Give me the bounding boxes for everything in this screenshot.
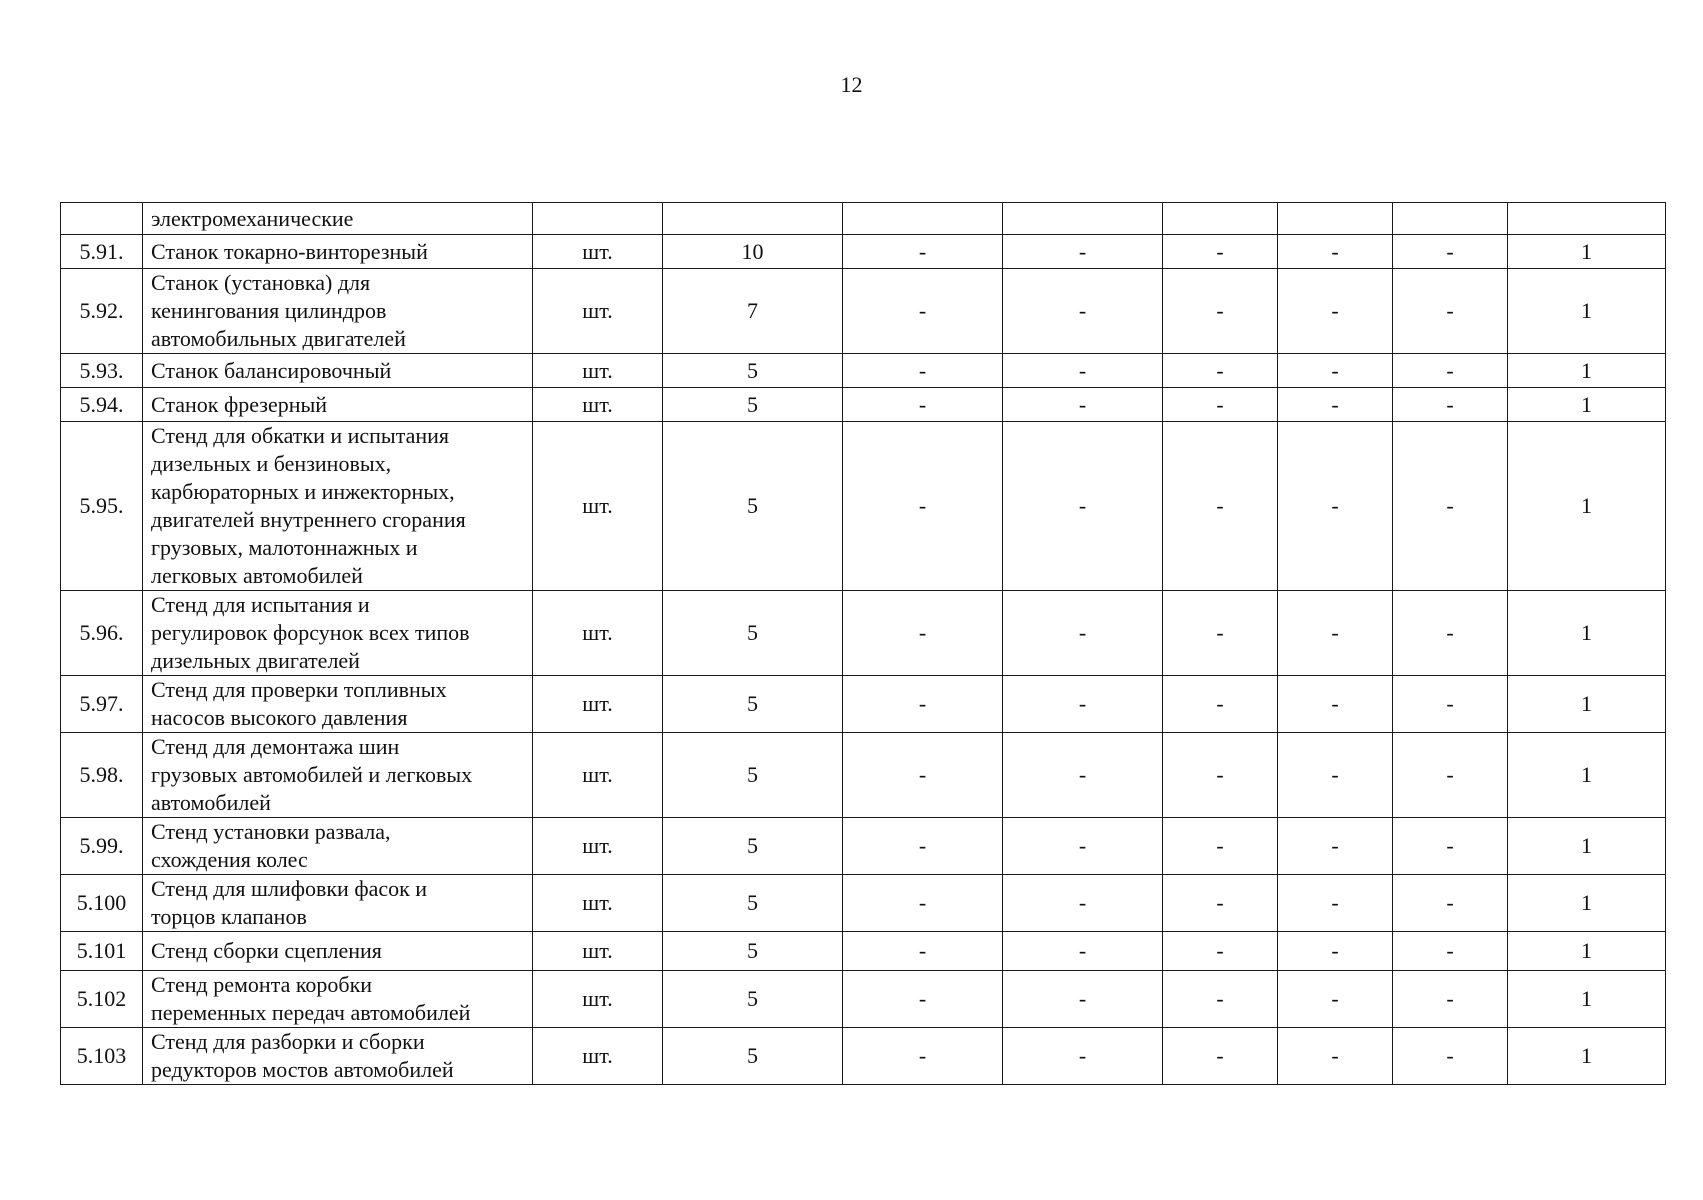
item-number: 5.100: [61, 875, 143, 932]
item-name: [143, 875, 533, 932]
item-name-line: Стенд для проверки топливных: [151, 677, 447, 702]
value-cell-2: -: [843, 235, 1003, 269]
value-cell-5: -: [1278, 676, 1393, 733]
value-cell-3: -: [1003, 971, 1163, 1028]
item-unit: шт.: [533, 235, 663, 269]
item-name: [143, 1028, 533, 1085]
item-name-line: Стенд установки развала,: [151, 819, 391, 844]
value-cell-3: -: [1003, 354, 1163, 388]
item-number: 5.97.: [61, 676, 143, 733]
value-cell-7: 1: [1508, 818, 1666, 875]
item-name-line: грузовых, малотоннажных и: [151, 535, 418, 560]
value-cell-6: -: [1393, 932, 1508, 971]
item-name-line: Стенд для обкатки и испытания: [151, 423, 450, 448]
value-cell-7: [1508, 203, 1666, 235]
value-cell-4: -: [1163, 1028, 1278, 1085]
item-unit: шт.: [533, 591, 663, 676]
item-unit: шт.: [533, 676, 663, 733]
item-unit: шт.: [533, 932, 663, 971]
item-name-line: торцов клапанов: [151, 904, 307, 929]
item-name-line: редукторов мостов автомобилей: [151, 1057, 454, 1082]
table-row: [61, 388, 1666, 422]
value-cell-5: -: [1278, 875, 1393, 932]
item-name-line: Станок (установка) для: [151, 270, 371, 295]
item-name-line: кенингования цилиндров: [151, 298, 387, 323]
table-row: [61, 971, 1666, 1028]
value-cell-4: -: [1163, 235, 1278, 269]
item-name-line: легковых автомобилей: [151, 563, 363, 588]
table-row: [61, 354, 1666, 388]
table-row: [61, 932, 1666, 971]
value-cell-1: 5: [663, 354, 843, 388]
item-name-line: Стенд для шлифовки фасок и: [151, 876, 428, 901]
value-cell-1: 5: [663, 1028, 843, 1085]
item-number: 5.103: [61, 1028, 143, 1085]
value-cell-4: -: [1163, 269, 1278, 354]
item-unit: шт.: [533, 269, 663, 354]
value-cell-3: -: [1003, 388, 1163, 422]
item-name: [143, 235, 533, 269]
item-name-line: дизельных и бензиновых,: [151, 451, 392, 476]
item-number: 5.99.: [61, 818, 143, 875]
value-cell-2: -: [843, 354, 1003, 388]
item-number: 5.95.: [61, 422, 143, 591]
table-row: [61, 269, 1666, 354]
value-cell-1: 5: [663, 591, 843, 676]
value-cell-1: 5: [663, 388, 843, 422]
value-cell-5: -: [1278, 269, 1393, 354]
item-name: [143, 269, 533, 354]
table-row: [61, 875, 1666, 932]
value-cell-5: -: [1278, 971, 1393, 1028]
value-cell-3: -: [1003, 235, 1163, 269]
value-cell-7: 1: [1508, 676, 1666, 733]
value-cell-4: -: [1163, 818, 1278, 875]
value-cell-7: 1: [1508, 932, 1666, 971]
value-cell-7: 1: [1508, 1028, 1666, 1085]
item-unit: шт.: [533, 388, 663, 422]
value-cell-1: 5: [663, 875, 843, 932]
value-cell-2: -: [843, 388, 1003, 422]
value-cell-5: -: [1278, 422, 1393, 591]
value-cell-5: -: [1278, 354, 1393, 388]
item-unit: шт.: [533, 422, 663, 591]
value-cell-5: [1278, 203, 1393, 235]
item-name-line: схождения колес: [151, 847, 308, 872]
value-cell-7: 1: [1508, 733, 1666, 818]
value-cell-6: -: [1393, 235, 1508, 269]
value-cell-4: -: [1163, 875, 1278, 932]
value-cell-1: 5: [663, 422, 843, 591]
value-cell-2: -: [843, 269, 1003, 354]
value-cell-6: -: [1393, 388, 1508, 422]
item-name-line: карбюраторных и инжекторных,: [151, 479, 455, 504]
value-cell-6: -: [1393, 733, 1508, 818]
value-cell-1: 5: [663, 818, 843, 875]
item-name: [143, 733, 533, 818]
item-number: 5.98.: [61, 733, 143, 818]
value-cell-6: -: [1393, 875, 1508, 932]
table-row: [61, 818, 1666, 875]
value-cell-7: 1: [1508, 422, 1666, 591]
value-cell-2: -: [843, 875, 1003, 932]
item-name-line: Стенд для демонтажа шин: [151, 734, 400, 759]
item-name-line: Стенд для разборки и сборки: [151, 1029, 425, 1054]
value-cell-4: -: [1163, 388, 1278, 422]
value-cell-4: -: [1163, 591, 1278, 676]
item-name-line: электромеханические: [151, 205, 354, 231]
table-row: [61, 203, 1666, 235]
item-name: [143, 388, 533, 422]
value-cell-6: -: [1393, 354, 1508, 388]
value-cell-4: [1163, 203, 1278, 235]
item-name: [143, 932, 533, 971]
item-name-line: Стенд для испытания и: [151, 592, 370, 617]
value-cell-3: [1003, 203, 1163, 235]
item-unit: шт.: [533, 354, 663, 388]
value-cell-3: -: [1003, 591, 1163, 676]
item-name: [143, 971, 533, 1028]
value-cell-2: -: [843, 591, 1003, 676]
value-cell-7: 1: [1508, 269, 1666, 354]
item-name: [143, 591, 533, 676]
value-cell-3: -: [1003, 875, 1163, 932]
value-cell-6: -: [1393, 269, 1508, 354]
value-cell-3: -: [1003, 733, 1163, 818]
value-cell-4: -: [1163, 422, 1278, 591]
item-name: [143, 818, 533, 875]
item-number: 5.102: [61, 971, 143, 1028]
page-number: 12: [840, 72, 863, 97]
item-unit: шт.: [533, 818, 663, 875]
value-cell-7: 1: [1508, 388, 1666, 422]
item-name-line: регулировок форсунок всех типов: [151, 620, 470, 645]
value-cell-7: 1: [1508, 591, 1666, 676]
item-unit: шт.: [533, 733, 663, 818]
value-cell-2: -: [843, 733, 1003, 818]
item-unit: шт.: [533, 971, 663, 1028]
value-cell-1: 5: [663, 971, 843, 1028]
value-cell-1: 5: [663, 932, 843, 971]
value-cell-4: -: [1163, 733, 1278, 818]
value-cell-6: -: [1393, 818, 1508, 875]
value-cell-5: -: [1278, 733, 1393, 818]
table-row: [61, 676, 1666, 733]
value-cell-6: -: [1393, 971, 1508, 1028]
value-cell-7: 1: [1508, 875, 1666, 932]
table-row: [61, 235, 1666, 269]
value-cell-6: -: [1393, 1028, 1508, 1085]
value-cell-7: 1: [1508, 235, 1666, 269]
value-cell-3: -: [1003, 269, 1163, 354]
item-name-line: двигателей внутреннего сгорания: [151, 507, 466, 532]
value-cell-1: 7: [663, 269, 843, 354]
value-cell-4: -: [1163, 932, 1278, 971]
item-name: [143, 354, 533, 388]
value-cell-6: -: [1393, 676, 1508, 733]
value-cell-5: -: [1278, 388, 1393, 422]
item-name-line: дизельных двигателей: [151, 648, 360, 673]
item-number: 5.93.: [61, 354, 143, 388]
value-cell-5: -: [1278, 932, 1393, 971]
value-cell-4: -: [1163, 676, 1278, 733]
item-name: [143, 203, 533, 235]
value-cell-3: -: [1003, 676, 1163, 733]
item-name: [143, 676, 533, 733]
table-row: [61, 591, 1666, 676]
item-name-line: насосов высокого давления: [151, 705, 408, 730]
value-cell-2: [843, 203, 1003, 235]
item-number: [61, 203, 143, 235]
item-name-line: Станок фрезерный: [151, 391, 328, 417]
value-cell-5: -: [1278, 235, 1393, 269]
equipment-table: [60, 202, 1666, 1085]
item-name-line: автомобилей: [151, 790, 271, 815]
item-name-line: автомобильных двигателей: [151, 326, 406, 351]
item-name-line: грузовых автомобилей и легковых: [151, 762, 473, 787]
value-cell-7: 1: [1508, 354, 1666, 388]
value-cell-2: -: [843, 422, 1003, 591]
value-cell-1: 5: [663, 676, 843, 733]
value-cell-4: -: [1163, 354, 1278, 388]
value-cell-3: -: [1003, 422, 1163, 591]
value-cell-3: -: [1003, 1028, 1163, 1085]
item-name: [143, 422, 533, 591]
value-cell-1: 5: [663, 733, 843, 818]
table-row: [61, 733, 1666, 818]
value-cell-6: -: [1393, 591, 1508, 676]
table-row: [61, 422, 1666, 591]
value-cell-2: -: [843, 1028, 1003, 1085]
value-cell-7: 1: [1508, 971, 1666, 1028]
item-name-line: Станок балансировочный: [151, 357, 392, 383]
item-name-line: Стенд сборки сцепления: [151, 938, 382, 963]
value-cell-4: -: [1163, 971, 1278, 1028]
item-number: 5.94.: [61, 388, 143, 422]
value-cell-6: [1393, 203, 1508, 235]
value-cell-5: -: [1278, 1028, 1393, 1085]
item-unit: шт.: [533, 1028, 663, 1085]
value-cell-2: -: [843, 676, 1003, 733]
item-number: 5.96.: [61, 591, 143, 676]
value-cell-2: -: [843, 971, 1003, 1028]
value-cell-5: -: [1278, 818, 1393, 875]
item-name-line: переменных передач автомобилей: [151, 1000, 471, 1025]
item-number: 5.91.: [61, 235, 143, 269]
item-name-line: Станок токарно-винторезный: [151, 238, 428, 264]
value-cell-2: -: [843, 932, 1003, 971]
item-number: 5.92.: [61, 269, 143, 354]
value-cell-5: -: [1278, 591, 1393, 676]
value-cell-1: 10: [663, 235, 843, 269]
item-number: 5.101: [61, 932, 143, 971]
table-row: [61, 1028, 1666, 1085]
table-body: [61, 203, 1666, 1085]
value-cell-2: -: [843, 818, 1003, 875]
item-unit: шт.: [533, 875, 663, 932]
item-name-line: Стенд ремонта коробки: [151, 972, 373, 997]
value-cell-1: [663, 203, 843, 235]
value-cell-3: -: [1003, 818, 1163, 875]
value-cell-6: -: [1393, 422, 1508, 591]
value-cell-3: -: [1003, 932, 1163, 971]
item-unit: [533, 203, 663, 235]
